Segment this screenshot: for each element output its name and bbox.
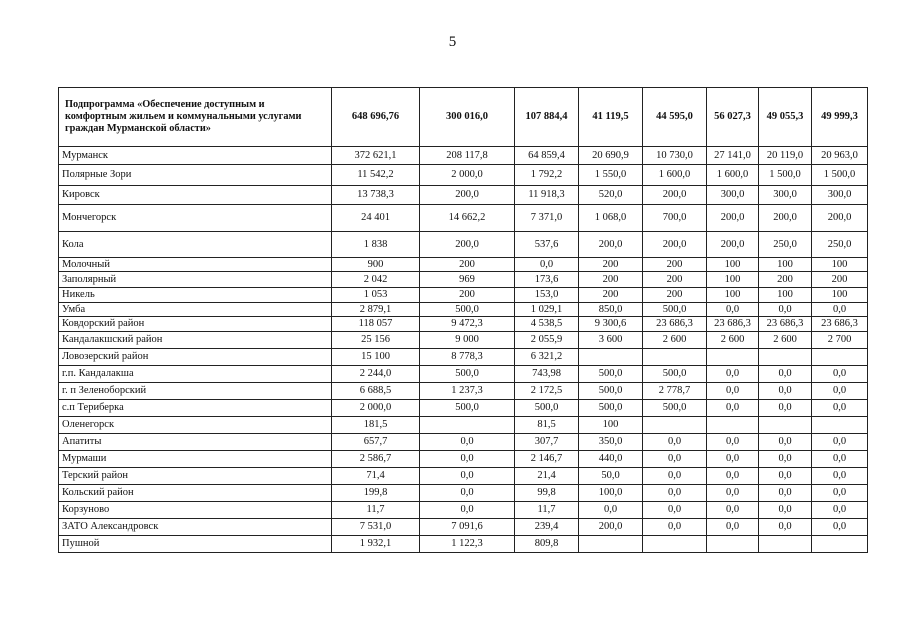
value-cell: 0,0 <box>759 468 812 485</box>
value-cell: 23 686,3 <box>812 317 868 332</box>
value-cell: 500,0 <box>515 400 579 417</box>
value-cell: 25 156 <box>332 332 420 349</box>
value-cell: 14 662,2 <box>420 205 515 232</box>
row-name-cell: Мурмаши <box>59 451 332 468</box>
table-row <box>59 317 868 332</box>
value-cell: 100 <box>707 288 759 303</box>
value-cell: 500,0 <box>579 383 643 400</box>
value-cell: 0,0 <box>420 468 515 485</box>
value-cell: 200 <box>420 258 515 272</box>
row-name-cell: Кола <box>59 232 332 258</box>
value-cell: 200,0 <box>707 232 759 258</box>
value-cell: 8 778,3 <box>420 349 515 366</box>
value-cell: 700,0 <box>643 205 707 232</box>
row-name-cell: Заполярный <box>59 272 332 288</box>
value-cell: 850,0 <box>579 303 643 317</box>
value-cell: 0,0 <box>420 502 515 519</box>
row-name-cell: с.п Териберка <box>59 400 332 417</box>
value-cell: 208 117,8 <box>420 147 515 165</box>
value-cell: 0,0 <box>812 400 868 417</box>
value-cell: 71,4 <box>332 468 420 485</box>
subprogram-title-cell: Подпрограмма «Обеспечение доступным и комфортным жильем и коммунальными услугами граждан Мурманской области» <box>59 88 332 147</box>
value-cell: 0,0 <box>812 485 868 502</box>
value-cell: 199,8 <box>332 485 420 502</box>
value-cell: 500,0 <box>420 303 515 317</box>
value-cell: 2 055,9 <box>515 332 579 349</box>
value-cell: 21,4 <box>515 468 579 485</box>
value-cell: 2 244,0 <box>332 366 420 383</box>
value-cell: 500,0 <box>579 400 643 417</box>
value-cell: 9 300,6 <box>579 317 643 332</box>
value-cell: 7 371,0 <box>515 205 579 232</box>
value-cell: 0,0 <box>759 502 812 519</box>
value-cell: 118 057 <box>332 317 420 332</box>
value-cell <box>759 349 812 366</box>
value-cell: 0,0 <box>812 434 868 451</box>
value-cell: 4 538,5 <box>515 317 579 332</box>
table-header-row <box>59 88 868 147</box>
header-value-cell: 49 055,3 <box>759 88 812 147</box>
value-cell: 0,0 <box>643 451 707 468</box>
value-cell: 200 <box>420 288 515 303</box>
row-name-cell: Оленегорск <box>59 417 332 434</box>
value-cell: 307,7 <box>515 434 579 451</box>
budget-table <box>58 87 868 553</box>
value-cell: 200,0 <box>759 205 812 232</box>
value-cell: 2 600 <box>707 332 759 349</box>
value-cell: 11 918,3 <box>515 186 579 205</box>
value-cell: 13 738,3 <box>332 186 420 205</box>
value-cell: 0,0 <box>643 434 707 451</box>
value-cell: 100 <box>759 258 812 272</box>
value-cell: 200,0 <box>643 232 707 258</box>
row-name-cell: г. п Зеленоборский <box>59 383 332 400</box>
value-cell: 969 <box>420 272 515 288</box>
value-cell: 200 <box>643 272 707 288</box>
value-cell: 1 500,0 <box>759 165 812 186</box>
value-cell: 743,98 <box>515 366 579 383</box>
value-cell: 0,0 <box>643 502 707 519</box>
value-cell <box>707 417 759 434</box>
value-cell: 200,0 <box>812 205 868 232</box>
value-cell: 0,0 <box>812 383 868 400</box>
value-cell: 300,0 <box>707 186 759 205</box>
value-cell: 250,0 <box>812 232 868 258</box>
value-cell: 2 042 <box>332 272 420 288</box>
value-cell: 100 <box>812 288 868 303</box>
value-cell: 1 550,0 <box>579 165 643 186</box>
row-name-cell: Молочный <box>59 258 332 272</box>
value-cell: 181,5 <box>332 417 420 434</box>
header-value-cell: 56 027,3 <box>707 88 759 147</box>
row-name-cell: Мончегорск <box>59 205 332 232</box>
value-cell: 200,0 <box>420 232 515 258</box>
value-cell: 200 <box>812 272 868 288</box>
value-cell <box>812 417 868 434</box>
value-cell: 100,0 <box>579 485 643 502</box>
value-cell <box>643 417 707 434</box>
header-value-cell: 107 884,4 <box>515 88 579 147</box>
value-cell: 20 963,0 <box>812 147 868 165</box>
row-name-cell: Пушной <box>59 536 332 553</box>
value-cell: 0,0 <box>420 485 515 502</box>
value-cell: 200 <box>643 258 707 272</box>
value-cell: 0,0 <box>707 434 759 451</box>
value-cell <box>812 536 868 553</box>
value-cell: 50,0 <box>579 468 643 485</box>
value-cell: 11,7 <box>515 502 579 519</box>
value-cell: 24 401 <box>332 205 420 232</box>
value-cell: 0,0 <box>707 400 759 417</box>
table-row <box>59 165 868 186</box>
value-cell: 23 686,3 <box>643 317 707 332</box>
value-cell: 1 237,3 <box>420 383 515 400</box>
row-name-cell: Умба <box>59 303 332 317</box>
value-cell: 1 500,0 <box>812 165 868 186</box>
value-cell: 0,0 <box>643 519 707 536</box>
value-cell: 100 <box>812 258 868 272</box>
value-cell: 200,0 <box>579 232 643 258</box>
value-cell: 537,6 <box>515 232 579 258</box>
value-cell: 0,0 <box>515 258 579 272</box>
value-cell <box>707 349 759 366</box>
value-cell: 0,0 <box>707 519 759 536</box>
table-row <box>59 502 868 519</box>
value-cell: 153,0 <box>515 288 579 303</box>
value-cell: 100 <box>707 258 759 272</box>
value-cell: 10 730,0 <box>643 147 707 165</box>
value-cell <box>812 349 868 366</box>
row-name-cell: Апатиты <box>59 434 332 451</box>
value-cell: 372 621,1 <box>332 147 420 165</box>
value-cell: 2 600 <box>759 332 812 349</box>
value-cell <box>420 417 515 434</box>
value-cell <box>579 536 643 553</box>
row-name-cell: Кировск <box>59 186 332 205</box>
value-cell: 200 <box>579 258 643 272</box>
table-row <box>59 349 868 366</box>
value-cell: 2 172,5 <box>515 383 579 400</box>
value-cell <box>759 536 812 553</box>
table-row <box>59 366 868 383</box>
value-cell: 20 690,9 <box>579 147 643 165</box>
value-cell: 7 091,6 <box>420 519 515 536</box>
value-cell: 99,8 <box>515 485 579 502</box>
header-value-cell: 49 999,3 <box>812 88 868 147</box>
header-value-cell: 41 119,5 <box>579 88 643 147</box>
value-cell: 2 586,7 <box>332 451 420 468</box>
value-cell: 500,0 <box>420 400 515 417</box>
value-cell: 100 <box>579 417 643 434</box>
row-name-cell: Терский район <box>59 468 332 485</box>
value-cell: 0,0 <box>759 400 812 417</box>
value-cell: 500,0 <box>579 366 643 383</box>
value-cell: 9 472,3 <box>420 317 515 332</box>
value-cell: 200 <box>579 288 643 303</box>
value-cell: 500,0 <box>643 400 707 417</box>
row-name-cell: Корзуново <box>59 502 332 519</box>
table-row <box>59 303 868 317</box>
value-cell: 239,4 <box>515 519 579 536</box>
table-row <box>59 451 868 468</box>
value-cell: 2 778,7 <box>643 383 707 400</box>
value-cell: 3 600 <box>579 332 643 349</box>
value-cell: 11 542,2 <box>332 165 420 186</box>
table-row <box>59 332 868 349</box>
value-cell: 1 068,0 <box>579 205 643 232</box>
value-cell: 64 859,4 <box>515 147 579 165</box>
value-cell: 1 932,1 <box>332 536 420 553</box>
value-cell: 23 686,3 <box>707 317 759 332</box>
value-cell: 200,0 <box>707 205 759 232</box>
value-cell: 300,0 <box>812 186 868 205</box>
value-cell: 1 792,2 <box>515 165 579 186</box>
value-cell: 0,0 <box>579 502 643 519</box>
page-number: 5 <box>448 34 457 50</box>
row-name-cell: Никель <box>59 288 332 303</box>
value-cell: 0,0 <box>812 366 868 383</box>
value-cell: 173,6 <box>515 272 579 288</box>
row-name-cell: Кольский район <box>59 485 332 502</box>
value-cell: 0,0 <box>812 451 868 468</box>
value-cell: 1 600,0 <box>643 165 707 186</box>
value-cell: 81,5 <box>515 417 579 434</box>
value-cell: 0,0 <box>759 383 812 400</box>
value-cell: 27 141,0 <box>707 147 759 165</box>
table-row <box>59 272 868 288</box>
value-cell <box>643 349 707 366</box>
row-name-cell: ЗАТО Александровск <box>59 519 332 536</box>
table-row <box>59 258 868 272</box>
value-cell <box>579 349 643 366</box>
table-row <box>59 205 868 232</box>
value-cell: 2 146,7 <box>515 451 579 468</box>
table-row <box>59 186 868 205</box>
value-cell: 0,0 <box>759 434 812 451</box>
value-cell: 7 531,0 <box>332 519 420 536</box>
value-cell: 100 <box>707 272 759 288</box>
table-row <box>59 232 868 258</box>
value-cell: 0,0 <box>420 451 515 468</box>
value-cell: 809,8 <box>515 536 579 553</box>
value-cell: 1 053 <box>332 288 420 303</box>
value-cell: 0,0 <box>812 468 868 485</box>
value-cell: 20 119,0 <box>759 147 812 165</box>
value-cell: 2 700 <box>812 332 868 349</box>
value-cell: 0,0 <box>707 366 759 383</box>
value-cell: 0,0 <box>812 303 868 317</box>
value-cell: 6 688,5 <box>332 383 420 400</box>
value-cell: 657,7 <box>332 434 420 451</box>
table-row <box>59 147 868 165</box>
value-cell: 9 000 <box>420 332 515 349</box>
value-cell: 500,0 <box>643 303 707 317</box>
value-cell: 2 879,1 <box>332 303 420 317</box>
row-name-cell: Мурманск <box>59 147 332 165</box>
value-cell: 1 838 <box>332 232 420 258</box>
table-row <box>59 519 868 536</box>
value-cell: 520,0 <box>579 186 643 205</box>
row-name-cell: г.п. Кандалакша <box>59 366 332 383</box>
value-cell: 300,0 <box>759 186 812 205</box>
value-cell: 440,0 <box>579 451 643 468</box>
value-cell: 350,0 <box>579 434 643 451</box>
table-row <box>59 400 868 417</box>
value-cell: 0,0 <box>812 502 868 519</box>
value-cell: 0,0 <box>759 303 812 317</box>
value-cell: 0,0 <box>707 383 759 400</box>
value-cell: 200 <box>643 288 707 303</box>
value-cell: 2 000,0 <box>420 165 515 186</box>
value-cell: 0,0 <box>707 451 759 468</box>
value-cell: 1 122,3 <box>420 536 515 553</box>
row-name-cell: Ковдорский район <box>59 317 332 332</box>
value-cell: 0,0 <box>707 303 759 317</box>
value-cell: 200,0 <box>579 519 643 536</box>
value-cell: 0,0 <box>707 485 759 502</box>
value-cell: 0,0 <box>759 451 812 468</box>
table-row <box>59 288 868 303</box>
value-cell: 1 600,0 <box>707 165 759 186</box>
row-name-cell: Кандалакшский район <box>59 332 332 349</box>
value-cell: 6 321,2 <box>515 349 579 366</box>
value-cell: 15 100 <box>332 349 420 366</box>
value-cell: 200 <box>579 272 643 288</box>
value-cell: 11,7 <box>332 502 420 519</box>
table-row <box>59 468 868 485</box>
value-cell: 0,0 <box>707 468 759 485</box>
value-cell: 2 000,0 <box>332 400 420 417</box>
value-cell: 0,0 <box>643 468 707 485</box>
table-row <box>59 434 868 451</box>
table-row <box>59 383 868 400</box>
table-row <box>59 536 868 553</box>
value-cell <box>707 536 759 553</box>
value-cell <box>759 417 812 434</box>
value-cell: 0,0 <box>759 519 812 536</box>
value-cell: 100 <box>759 288 812 303</box>
value-cell: 2 600 <box>643 332 707 349</box>
value-cell: 0,0 <box>707 502 759 519</box>
value-cell: 900 <box>332 258 420 272</box>
value-cell: 23 686,3 <box>759 317 812 332</box>
value-cell: 0,0 <box>759 366 812 383</box>
value-cell: 500,0 <box>420 366 515 383</box>
value-cell: 500,0 <box>643 366 707 383</box>
row-name-cell: Ловозерский район <box>59 349 332 366</box>
value-cell: 200,0 <box>643 186 707 205</box>
header-value-cell: 44 595,0 <box>643 88 707 147</box>
value-cell: 0,0 <box>643 485 707 502</box>
value-cell: 200 <box>759 272 812 288</box>
header-value-cell: 300 016,0 <box>420 88 515 147</box>
value-cell: 1 029,1 <box>515 303 579 317</box>
table-row <box>59 417 868 434</box>
value-cell <box>643 536 707 553</box>
table-row <box>59 485 868 502</box>
value-cell: 0,0 <box>420 434 515 451</box>
value-cell: 0,0 <box>812 519 868 536</box>
value-cell: 0,0 <box>759 485 812 502</box>
value-cell: 250,0 <box>759 232 812 258</box>
row-name-cell: Полярные Зори <box>59 165 332 186</box>
value-cell: 200,0 <box>420 186 515 205</box>
header-value-cell: 648 696,76 <box>332 88 420 147</box>
